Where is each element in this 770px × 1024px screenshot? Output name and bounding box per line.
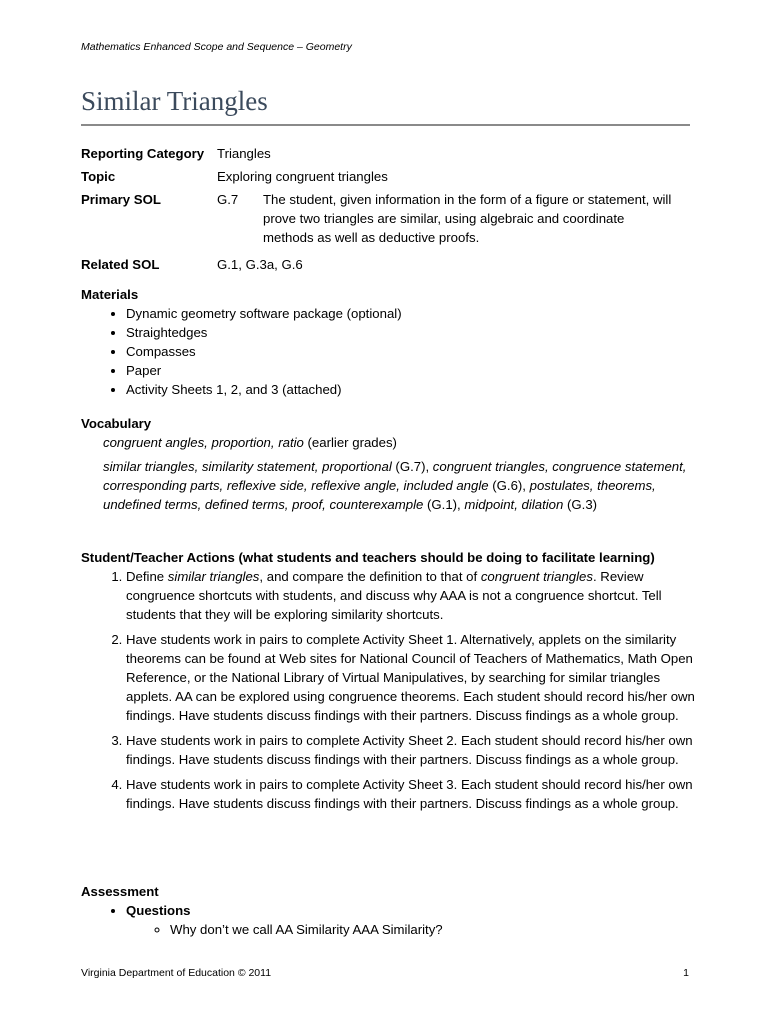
assessment-list [81, 901, 696, 939]
page-number: 1 [683, 967, 689, 979]
primary-sol-text: The student, given information in the form of a figure or statement, will prove two triangles are similar, using algebraic and coordinate methods as well as deductive proofs. [263, 192, 672, 245]
list-item: • Paper [126, 361, 696, 380]
list-item: • Compasses [126, 342, 696, 361]
sol-metadata [81, 144, 691, 274]
reporting-category-label: Reporting Category [81, 146, 205, 161]
related-sol-row [81, 255, 691, 274]
actions-list [81, 567, 696, 813]
actions-heading: Student/Teacher Actions (what students and teachers should be doing to facilitate learning) [81, 550, 655, 565]
reporting-category-value: Triangles [217, 146, 271, 161]
related-sol-label: Related SOL [81, 257, 160, 272]
reporting-category-row [81, 144, 691, 163]
vocabulary-current-terms: similar triangles, similarity statement, proportional (G.7), congruent triangles, congruence statement, corresponding parts, reflexive side, reflexive angle, included angle (G.6), postulates, theorems, undefined terms, defined terms, proof, counterexample (G.1), midpoint, dilation (G.3) [103, 459, 687, 512]
list-item: • Activity Sheets 1, 2, and 3 (attached) [126, 380, 696, 399]
list-item [126, 901, 696, 939]
vocabulary-earlier-grades: congruent angles, proportion, ratio (earlier grades) [103, 435, 397, 450]
list-item: 3. Have students work in pairs to complete Activity Sheet 2. Each student should record his/her own findings. Have students discuss findings with their partners. Discuss findings as a whole group. [126, 731, 696, 769]
footer-copyright: Virginia Department of Education © 2011 [81, 967, 272, 979]
list-item: • Straightedges [126, 323, 696, 342]
assessment-section [81, 882, 696, 939]
materials-section [81, 285, 696, 399]
list-item: ◦ Why don’t we call AA Similarity AAA Similarity? [170, 920, 696, 939]
actions-section [81, 548, 696, 819]
page-title: Similar Triangles [81, 84, 690, 126]
list-item: 4. Have students work in pairs to complete Activity Sheet 3. Each student should record his/her own findings. Have students discuss findings with their partners. Discuss findings as a whole group. [126, 775, 696, 813]
list-item: 1. Define similar triangles, and compare the definition to that of congruent triangles. Review congruence shortcuts with students, and discuss why AAA is not a congruence shortcut. Tell students that they will be exploring similarity shortcuts. [126, 567, 696, 624]
questions-list [126, 920, 696, 939]
primary-sol-row [81, 190, 691, 247]
materials-list [81, 304, 696, 399]
assessment-heading: Assessment [81, 884, 159, 899]
primary-sol-label: Primary SOL [81, 192, 161, 207]
materials-heading: Materials [81, 287, 139, 302]
vocabulary-section [81, 414, 696, 519]
topic-row [81, 167, 691, 186]
related-sol-value: G.1, G.3a, G.6 [217, 257, 303, 272]
vocabulary-heading: Vocabulary [81, 416, 152, 431]
page-footer [81, 964, 689, 983]
primary-sol-code: G.7 [217, 192, 239, 207]
questions-label: Questions [126, 903, 191, 918]
list-item: 2. Have students work in pairs to complete Activity Sheet 1. Alternatively, applets on the similarity theorems can be found at Web sites for National Council of Teachers of Mathematics, Math Open Reference, or the National Library of Virtual Manipulatives, by searching for similar triangles applets. AA can be explored using congruence theorems. Each student should record his/her own findings. Have students discuss findings with their partners. Discuss findings as a whole group. [126, 630, 696, 725]
list-item: • Dynamic geometry software package (optional) [126, 304, 696, 323]
topic-value: Exploring congruent triangles [217, 169, 388, 184]
running-header: Mathematics Enhanced Scope and Sequence – Geometry [81, 41, 352, 53]
topic-label: Topic [81, 169, 116, 184]
